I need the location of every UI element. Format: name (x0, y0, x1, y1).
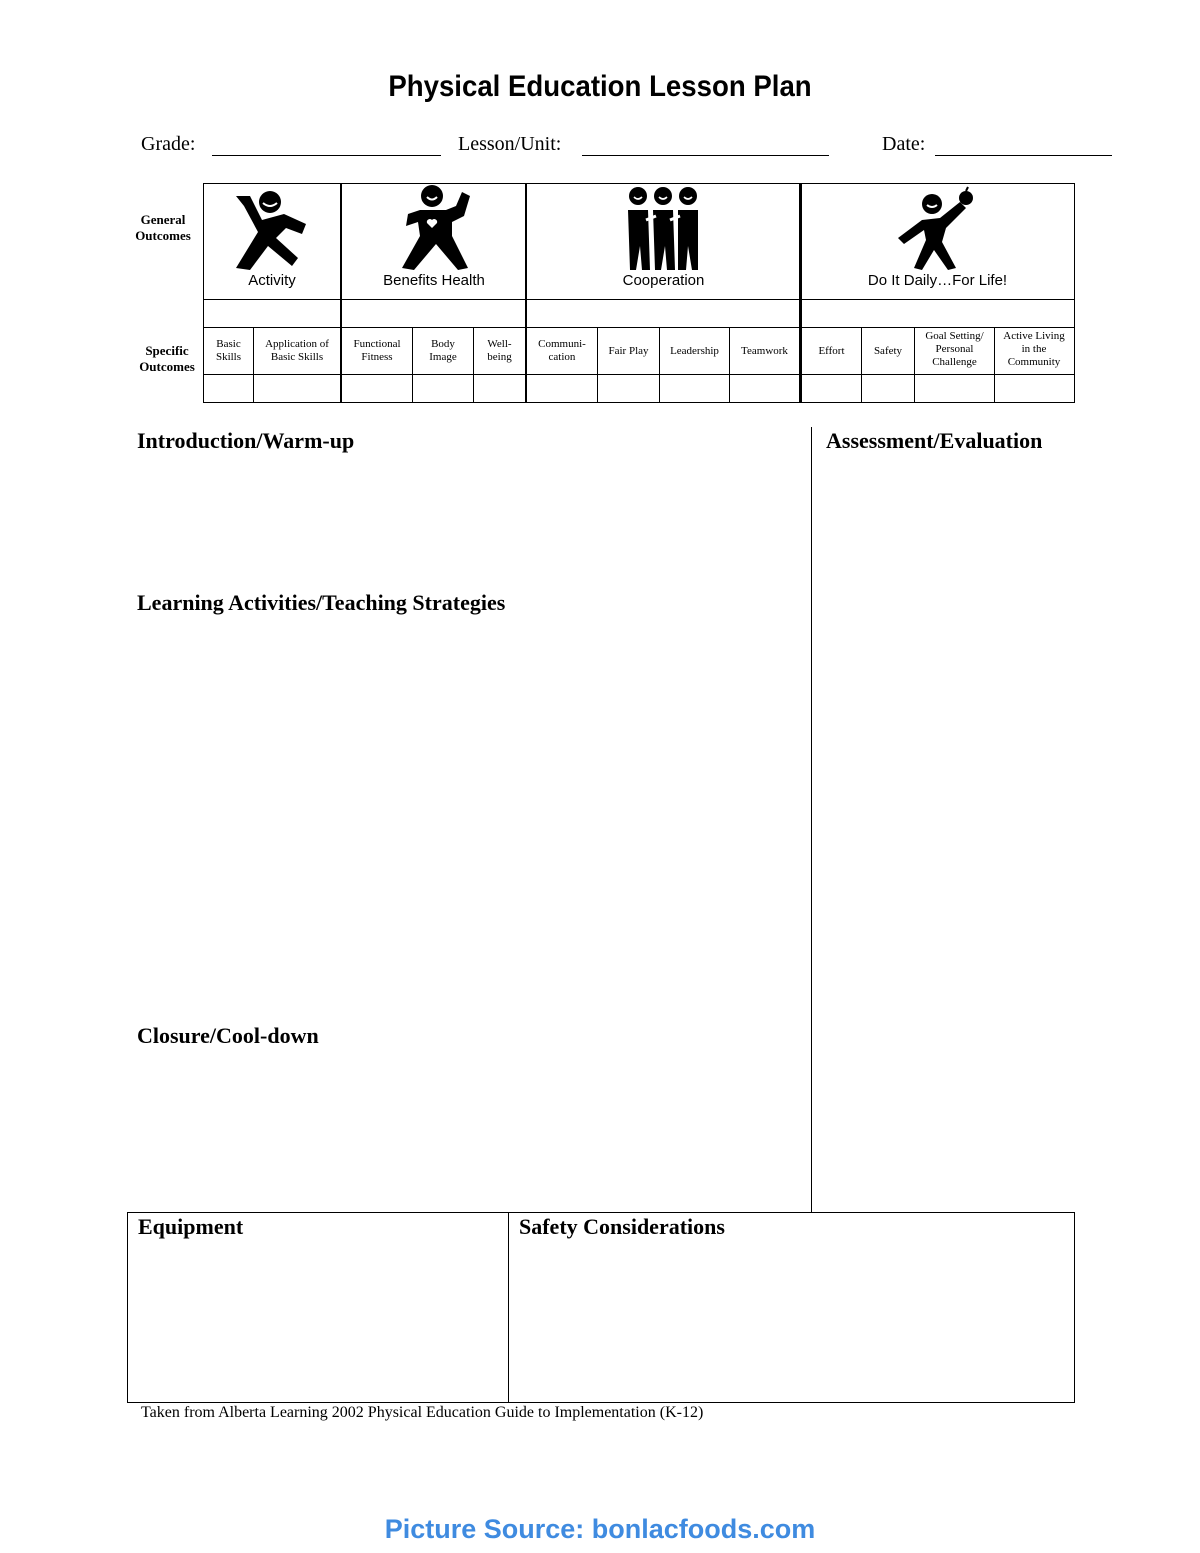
specific-outcome-cell: Active Living in the Community (1003, 329, 1065, 368)
general-outcomes-label: General Outcomes (135, 212, 191, 243)
column-divider (811, 427, 812, 1213)
general-outcome-cooperation: Cooperation (622, 272, 705, 289)
do-it-daily-figure-icon (896, 186, 978, 272)
lesson-unit-field-line[interactable] (582, 155, 829, 156)
specific-outcome-cell: Fair Play (608, 344, 649, 357)
specific-outcome-cell: Body Image (429, 338, 457, 363)
learning-activities-heading: Learning Activities/Teaching Strategies (137, 590, 506, 615)
intro-warmup-heading: Introduction/Warm-up (137, 428, 355, 453)
specific-outcome-cell: Application of Basic Skills (265, 338, 329, 363)
date-field-line[interactable] (935, 155, 1112, 156)
grade-label: Grade: (141, 133, 196, 155)
closure-cooldown-heading: Closure/Cool-down (137, 1023, 319, 1048)
general-outcome-do-it-daily: Do It Daily…For Life! (867, 272, 1008, 289)
picture-source-caption: Picture Source: bonlacfoods.com (384, 1514, 816, 1544)
lesson-unit-label: Lesson/Unit: (458, 133, 562, 155)
specific-outcome-cell: Basic Skills (215, 338, 242, 363)
specific-outcome-cell: Safety (873, 344, 903, 357)
specific-outcome-cell: Goal Setting/ Personal Challenge (925, 329, 984, 368)
specific-outcome-cell: Effort (818, 344, 845, 357)
safety-considerations-heading: Safety Considerations (519, 1214, 725, 1239)
specific-outcome-cell: Well- being (487, 338, 512, 363)
bottom-table (127, 1212, 1075, 1403)
activity-figure-icon (228, 188, 312, 272)
date-label: Date: (882, 133, 926, 155)
specific-outcome-cell: Leadership (670, 344, 719, 357)
equipment-heading: Equipment (138, 1214, 244, 1239)
specific-outcome-cell: Teamwork (741, 344, 788, 357)
general-outcome-activity: Activity (248, 272, 296, 289)
benefits-health-figure-icon (400, 184, 472, 272)
specific-outcomes-label: Specific Outcomes (139, 343, 195, 374)
specific-outcome-cell: Communi- cation (538, 338, 586, 363)
assessment-evaluation-heading: Assessment/Evaluation (826, 428, 1043, 453)
cooperation-figures-icon (626, 186, 700, 272)
general-outcome-benefits-health: Benefits Health (383, 272, 485, 289)
citation-note: Taken from Alberta Learning 2002 Physical Education Guide to Implementation (K-12) (141, 1404, 704, 1421)
page-title: Physical Education Lesson Plan (388, 70, 812, 103)
grade-field-line[interactable] (212, 155, 441, 156)
specific-outcome-cell: Functional Fitness (353, 338, 401, 363)
